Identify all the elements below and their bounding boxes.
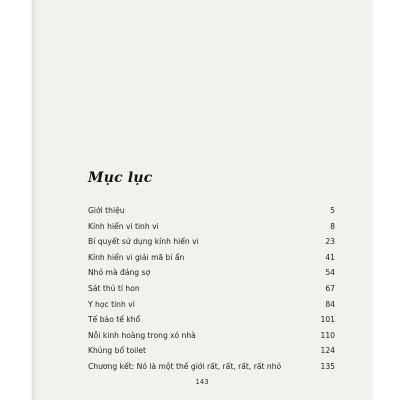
toc-entry-page-number: 23 bbox=[325, 237, 335, 247]
toc-row bbox=[88, 343, 335, 359]
toc-list bbox=[88, 203, 335, 375]
toc-row bbox=[88, 219, 335, 235]
toc-row bbox=[88, 203, 335, 219]
toc-entry-title: Kính hiển vi tinh vi bbox=[88, 221, 159, 231]
toc-heading: Mục lục bbox=[88, 170, 153, 186]
book-page bbox=[32, 0, 372, 400]
toc-row bbox=[88, 250, 335, 266]
toc-entry-page-number: 101 bbox=[320, 315, 335, 325]
toc-row bbox=[88, 312, 335, 328]
toc-row bbox=[88, 328, 335, 344]
toc-entry-page-number: 8 bbox=[330, 221, 335, 231]
toc-entry-page-number: 110 bbox=[320, 330, 335, 340]
toc-entry-page-number: 5 bbox=[330, 206, 335, 215]
toc-entry-title: Sát thủ tí hon bbox=[88, 283, 140, 293]
toc-entry-title: Y học tinh vi bbox=[88, 299, 135, 309]
toc-row bbox=[88, 234, 335, 250]
toc-entry-title: Khủng bố toilet bbox=[88, 346, 147, 356]
toc-entry-title: Nỗi kinh hoàng trong xó nhà bbox=[88, 330, 196, 340]
toc-entry-title: Kính hiển vi giải mã bí ẩn bbox=[88, 252, 185, 262]
toc-entry-title: Giới thiệu bbox=[88, 206, 125, 215]
page-number: 143 bbox=[195, 378, 209, 386]
toc-entry-title: Chương kết: Nó là một thế giới rất, rất, rất, rất nhỏ bbox=[88, 361, 282, 371]
toc-row bbox=[88, 265, 335, 281]
toc-entry-title: Tế bào tế khổ bbox=[88, 315, 141, 325]
toc-entry-title: Bí quyết sử dụng kính hiển vi bbox=[88, 237, 199, 247]
toc-entry-page-number: 135 bbox=[320, 361, 335, 371]
toc-entry-page-number: 84 bbox=[325, 299, 335, 309]
page-gutter-shadow bbox=[32, 0, 38, 400]
toc-row bbox=[88, 297, 335, 313]
toc-entry-page-number: 54 bbox=[325, 268, 335, 278]
toc-entry-page-number: 124 bbox=[320, 346, 335, 356]
toc-entry-page-number: 41 bbox=[325, 252, 335, 262]
toc-entry-title: Nhỏ mà đáng sợ bbox=[88, 268, 151, 278]
toc-row bbox=[88, 281, 335, 297]
toc-row bbox=[88, 359, 335, 375]
toc-entry-page-number: 67 bbox=[325, 283, 335, 293]
